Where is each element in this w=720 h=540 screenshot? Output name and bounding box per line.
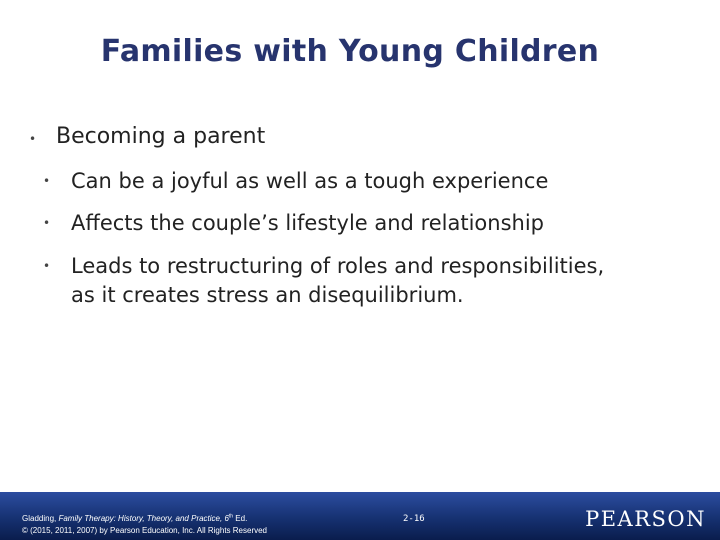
page-number: 2-16 [403,514,425,524]
subbullet-item [43,252,631,310]
bullet-text: Becoming a parent [56,124,266,149]
subbullet-item [43,167,631,196]
copyright-text: © (2015, 2011, 2007) by Pearson Education, Inc. All Rights Reserved [22,526,267,535]
citation-line [22,513,267,525]
subbullet-text: Leads to restructuring of roles and responsibilities, as it creates stress an disequilibrium. [71,254,605,307]
slide-title: Families with Young Children [100,34,600,69]
bullet-dot-icon: • [43,259,51,273]
footer-citation [22,513,267,537]
bullet-dot-icon: • [29,132,37,146]
subbullet-text: Can be a joyful as well as a tough experience [71,169,549,193]
subbullet-text: Affects the couple’s lifestyle and relationship [71,211,545,235]
footer-bar [0,492,720,540]
citation-title: Family Therapy: History, Theory, and Practice, 6 [58,514,229,523]
bullet-dot-icon: • [43,174,51,188]
bullet-dot-icon: • [43,216,51,230]
citation-edition-sup: th [228,513,234,520]
bullet-item [29,124,266,149]
subbullet-item [43,209,631,238]
citation-edition: Ed. [233,514,248,523]
pearson-logo: PEARSON [585,507,706,531]
citation-author: Gladding, [22,514,59,523]
